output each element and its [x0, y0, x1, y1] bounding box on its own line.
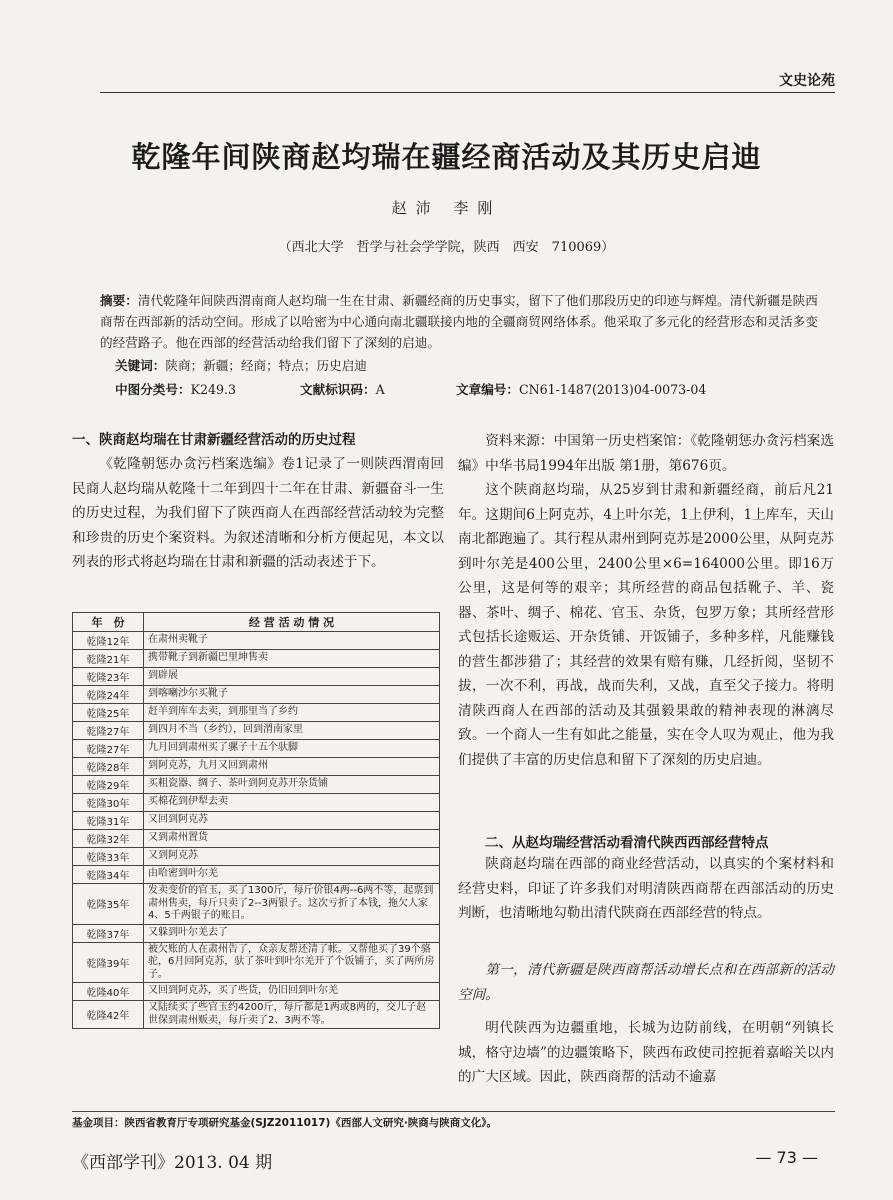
document-code — [300, 379, 385, 398]
activity-cell: 买棉花到伊犁去卖 — [144, 794, 440, 812]
table-row — [73, 983, 440, 1001]
table-header-activity: 经 营 活 动 情 况 — [144, 613, 440, 632]
article-no-label: 文章编号： — [456, 382, 519, 397]
header-rule — [100, 92, 835, 93]
year-cell: 乾隆28年 — [73, 758, 144, 776]
year-cell: 乾隆39年 — [73, 942, 144, 983]
year-cell: 乾隆40年 — [73, 983, 144, 1001]
table-row — [73, 830, 440, 848]
activity-cell: 又回到阿克苏，买了些货，仍旧回到叶尔羌 — [144, 983, 440, 1001]
article-no-value: CN61-1487(2013)04-0073-04 — [518, 382, 707, 397]
table-body — [73, 632, 440, 1029]
year-cell: 乾隆29年 — [73, 776, 144, 794]
table-row — [73, 848, 440, 866]
clc-number — [115, 379, 236, 398]
table-header-year: 年 份 — [73, 613, 144, 632]
table-row — [73, 686, 440, 704]
doc-code-label: 文献标识码： — [300, 382, 376, 397]
year-cell: 乾隆34年 — [73, 866, 144, 884]
activity-cell: 又到肃州置货 — [144, 830, 440, 848]
table-row — [73, 1001, 440, 1029]
table-source-note: 资料来源：中国第一历史档案馆：《乾隆朝惩办贪污档案选编》中华书局1994年出版 第1册，第676页。 — [458, 433, 834, 474]
year-cell: 乾隆33年 — [73, 848, 144, 866]
clc-label: 中图分类号： — [115, 382, 191, 397]
activity-cell: 赶羊到库车去卖，到那里当了乡约 — [144, 704, 440, 722]
right-paragraph-4: 明代陕西为边疆重地，长城为边防前线，在明朝“列镇长城，格守边墙”的边疆策略下，陕西布政使司控扼着嘉峪关以内的广大区域。因此，陕西商帮的活动不逾嘉 — [458, 1020, 834, 1085]
year-cell: 乾隆42年 — [73, 1001, 144, 1029]
activity-cell: 买粗瓷器、绸子、茶叶到阿克苏开杂货铺 — [144, 776, 440, 794]
table-row — [73, 924, 440, 942]
abstract — [100, 290, 820, 353]
right-paragraph-1: 这个陕商赵均瑞，从25岁到甘肃和新疆经商，前后凡21年。这期间6上阿克苏，4上叶尔羌，1上伊利，1上库车，天山南北都跑遍了。其行程从肃州到阿克苏是2000公里，从阿克苏到叶尔羌是400公里，2400公里×6=164000公里。即16万公里，这是何等的艰辛；其所经营的商品包括靴子、羊、瓷器、茶叶、绸子、棉花、官玉、杂货，包罗万象；其所经营形式包括长途贩运、开杂货铺、开饭铺子，多种多样，凡能赚钱的营生都涉猎了；其经营的效果有赔有赚，几经折阅，坚韧不拔，一次不利，再战，战而失利，又战，直至父子接力。将明清陕西商人在西部的活动及其强毅果敢的精神表现的淋漓尽致。一个商人一生有如此之能量，实在令人叹为观止，他为我们提供了丰富的历史信息和留下了深刻的历史启迪。 — [458, 482, 834, 768]
table-row — [73, 632, 440, 650]
year-cell: 乾隆25年 — [73, 704, 144, 722]
year-cell: 乾隆27年 — [73, 740, 144, 758]
table-header-row — [73, 613, 440, 632]
table-row — [73, 704, 440, 722]
activity-cell: 在肃州卖靴子 — [144, 632, 440, 650]
table-row — [73, 740, 440, 758]
section-heading-2: 二、从赵均瑞经营活动看清代陕西西部经营特点 — [485, 835, 769, 851]
table-row — [73, 794, 440, 812]
year-cell: 乾隆30年 — [73, 794, 144, 812]
table-row — [73, 942, 440, 983]
year-cell: 乾隆21年 — [73, 650, 144, 668]
left-paragraph-1: 《乾隆朝惩办贪污档案选编》卷1记录了一则陕西渭南回民商人赵均瑞从乾隆十二年到四十二年在甘肃、新疆奋斗一生的历史过程，为我们留下了陕西商人在西部经营活动较为完整和珍贵的历史个案资料。为叙述清晰和分析方便起见，本文以列表的形式将赵均瑞在甘肃和新疆的活动表述于下。 — [72, 456, 444, 570]
abstract-text: 清代乾隆年间陕西渭南商人赵均瑞一生在甘肃、新疆经商的历史事实，留下了他们那段历史的印迹与辉煌。清代新疆是陕西商帮在西部新的活动空间。形成了以哈密为中心通向南北疆联接内地的全疆商贸网络体系。他采取了多元化的经营形态和灵活多变的经营路子。他在西部的经营活动给我们留下了深刻的启迪。 — [100, 293, 818, 350]
affiliation: （西北大学 哲学与社会学学院，陕西 西安 710069） — [278, 240, 615, 255]
year-cell: 乾隆12年 — [73, 632, 144, 650]
activity-cell: 又陆续买了些官玉约4200斤，每斤都是1两或8两的，交儿子赵世保到肃州贩卖，每斤卖了2、3两不等。 — [144, 1001, 440, 1029]
table-row — [73, 776, 440, 794]
activity-cell: 到辟展 — [144, 668, 440, 686]
activity-cell: 携带靴子到新疆巴里坤售卖 — [144, 650, 440, 668]
activity-table — [72, 612, 440, 1029]
activity-cell: 到阿克苏，九月又回到肃州 — [144, 758, 440, 776]
year-cell: 乾隆31年 — [73, 812, 144, 830]
clc-value: K249.3 — [190, 382, 237, 397]
keywords-text: 陕商；新疆；经商；特点；历史启迪 — [165, 358, 367, 373]
table-row — [73, 884, 440, 925]
section-label: 文史论苑 — [779, 73, 835, 89]
table-row — [73, 722, 440, 740]
table-row — [73, 650, 440, 668]
funding-footnote: 基金项目：陕西省教育厅专项研究基金(SJZ2011017)《西部人文研究·陕商与陕商文化》。 — [72, 1117, 498, 1129]
table-row — [73, 758, 440, 776]
table-row — [73, 812, 440, 830]
footnote-rule — [72, 1111, 835, 1112]
keywords-label: 关键词： — [115, 358, 166, 373]
activity-cell: 到喀喇沙尔买靴子 — [144, 686, 440, 704]
activity-cell: 被欠账的人在肃州告了，众亲友帮还清了帐。又帮他买了39个骆驼，6月回阿克苏，驮了茶叶到叶尔羌开了个饭铺子，买了两所房子。 — [144, 942, 440, 983]
year-cell: 乾隆23年 — [73, 668, 144, 686]
table-row — [73, 866, 440, 884]
right-paragraph-3: 第一，清代新疆是陕西商帮活动增长点和在西部新的活动空间。 — [458, 962, 834, 1003]
journal-name: 《西部学刊》2013. 04 期 — [72, 1153, 273, 1173]
article-title: 乾隆年间陕商赵均瑞在疆经商活动及其历史启迪 — [131, 140, 762, 174]
doc-code-value: A — [375, 382, 385, 397]
year-cell: 乾隆32年 — [73, 830, 144, 848]
activity-cell: 由哈密到叶尔羌 — [144, 866, 440, 884]
year-cell: 乾隆24年 — [73, 686, 144, 704]
activity-cell: 九月回到肃州买了骡子十五个驮脚 — [144, 740, 440, 758]
activity-cell: 又躲到叶尔羌去了 — [144, 924, 440, 942]
abstract-label: 摘要： — [100, 293, 138, 308]
year-cell: 乾隆27年 — [73, 722, 144, 740]
activity-cell: 又到阿克苏 — [144, 848, 440, 866]
article-number — [456, 379, 706, 398]
year-cell: 乾隆35年 — [73, 884, 144, 925]
authors: 赵沛 李刚 — [391, 199, 502, 217]
activity-cell: 又回到阿克苏 — [144, 812, 440, 830]
activity-cell: 发卖变价的官玉，买了1300斤，每斤价银4两--6两不等，起票到肃州售卖，每斤只卖了2--3两银子。这次亏折了本钱，拖欠人家4、5千两银子的账目。 — [144, 884, 440, 925]
table-row — [73, 668, 440, 686]
keywords — [115, 355, 367, 374]
activity-cell: 到四月不当（乡约），回到渭南家里 — [144, 722, 440, 740]
right-paragraph-2: 陕商赵均瑞在西部的商业经营活动，以真实的个案材料和经营史料，印证了许多我们对明清陕西商帮在西部活动的历史判断，也清晰地勾勒出清代陕商在西部经营的特点。 — [458, 856, 834, 921]
page-number: — 73 — — [755, 1148, 818, 1167]
section-heading-1: 一、陕商赵均瑞在甘肃新疆经营活动的历史过程 — [72, 432, 356, 448]
year-cell: 乾隆37年 — [73, 924, 144, 942]
